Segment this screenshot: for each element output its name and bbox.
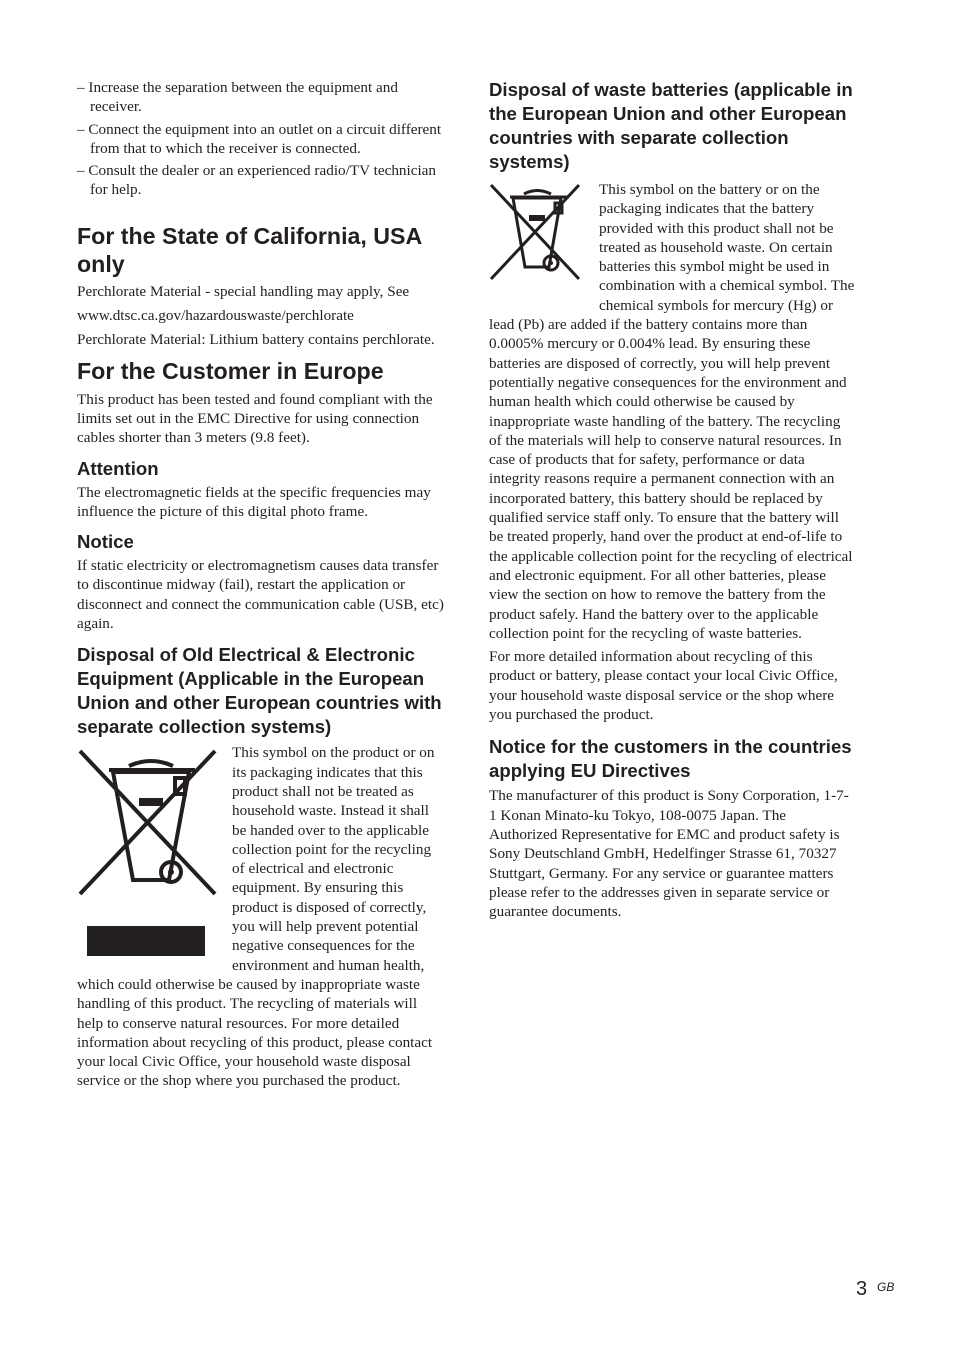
europe-paragraph: This product has been tested and found compliant with the limits set out in the EMC Directive for using connection cables shorter than 3 meters (9.8 feet). xyxy=(77,390,433,447)
california-paragraph: Perchlorate Material - special handling may apply, See xyxy=(77,282,410,300)
interference-measures-list xyxy=(77,78,447,200)
crossed-out-wheelie-bin-icon xyxy=(489,183,587,295)
eu-directives-heading: Notice for the customers in the countries applying EU Directives xyxy=(489,736,852,782)
list-item: – Connect the equipment into an outlet on a circuit different from that to which the receiver is connected. xyxy=(77,120,442,157)
weee-heading: Disposal of Old Electrical & Electronic Equipment (Applicable in the European Union and other European countries with separate collection systems) xyxy=(77,644,442,738)
notice-heading: Notice xyxy=(77,531,134,553)
page-language-code: GB xyxy=(877,1280,895,1294)
list-item: – Increase the separation between the equipment and receiver. xyxy=(77,79,398,116)
crossed-out-wheelie-bin-icon xyxy=(77,748,222,960)
page-number: 3 xyxy=(856,1278,868,1300)
batteries-paragraph: For more detailed information about recycling of this product or battery, please contact your local Civic Office, your household waste disposal service or the shop where you purchased the product. xyxy=(489,648,838,724)
right-column xyxy=(489,78,855,921)
california-heading: For the State of California, USA only xyxy=(77,222,422,277)
weee-paragraph: This symbol on the product or on its packaging indicates that this product shall not be treated as household waste. Instead it shall be handed over to the applicable collection point for the recycling of electrical and electronic equipment. By ensuring this product is disposed of correctly, you will help prevent potential negative consequences for the environment and human health, which could otherwise be caused by inappropriate waste handling of this product. The recycling of materials will help to conserve natural resources. For more detailed information about recycling of this product, please contact your local Civic Office, your household waste disposal service or the shop where you purchased the product. xyxy=(77,744,435,1090)
california-paragraph: Perchlorate Material: Lithium battery contains perchlorate. xyxy=(77,331,435,349)
attention-paragraph: The electromagnetic fields at the specific frequencies may influence the picture of this digital photo frame. xyxy=(77,483,431,520)
california-url: www.dtsc.ca.gov/hazardouswaste/perchlorate xyxy=(77,307,354,325)
batteries-heading: Disposal of waste batteries (applicable in the European Union and other European countries with separate collection systems) xyxy=(489,79,853,172)
notice-paragraph: If static electricity or electromagnetism causes data transfer to discontinue midway (fail), restart the application or disconnect and connect the communication cable (USB, etc) again. xyxy=(77,557,444,633)
list-item: – Consult the dealer or an experienced radio/TV technician for help. xyxy=(77,162,437,199)
europe-heading: For the Customer in Europe xyxy=(77,357,384,384)
left-column xyxy=(77,78,447,1091)
batteries-paragraph: This symbol on the battery or on the packaging indicates that the battery provided with this product shall not be treated as household waste. On certain batteries this symbol might be used in combination with a chemical symbol. The chemical symbols for mercury (Hg) or lead (Pb) are added if the battery contains more than 0.0005% mercury or 0.004% lead. By ensuring these batteries are disposed of correctly, you will help prevent potentially negative consequences for the environment and human health which could otherwise be caused by inappropriate waste handling of the battery. The recycling of the materials will help to conserve natural resources. In case of products that for safety, performance or data integrity reasons require a permanent connection with an incorporated battery, this battery should be replaced by qualified service staff only. To ensure that the battery will be treated properly, hand over the product at end-of-life to the applicable collection point for the recycling of electrical and electronic equipment. For all other batteries, please view the section on how to remove the battery from the product safely. Hand the battery over to the applicable collection point for the recycling of waste batteries. xyxy=(489,181,855,642)
attention-heading: Attention xyxy=(77,457,159,479)
eu-directives-paragraph: The manufacturer of this product is Sony Corporation, 1-7-1 Konan Minato-ku Tokyo, 108-0075 Japan. The Authorized Representative for EMC and product safety is Sony Deutschland GmbH, Hedelfinger Strasse 61, 70327 Stuttgart, Germany. For any service or guarantee matters please refer to the addresses given in separate service or guarantee documents. xyxy=(489,787,849,921)
